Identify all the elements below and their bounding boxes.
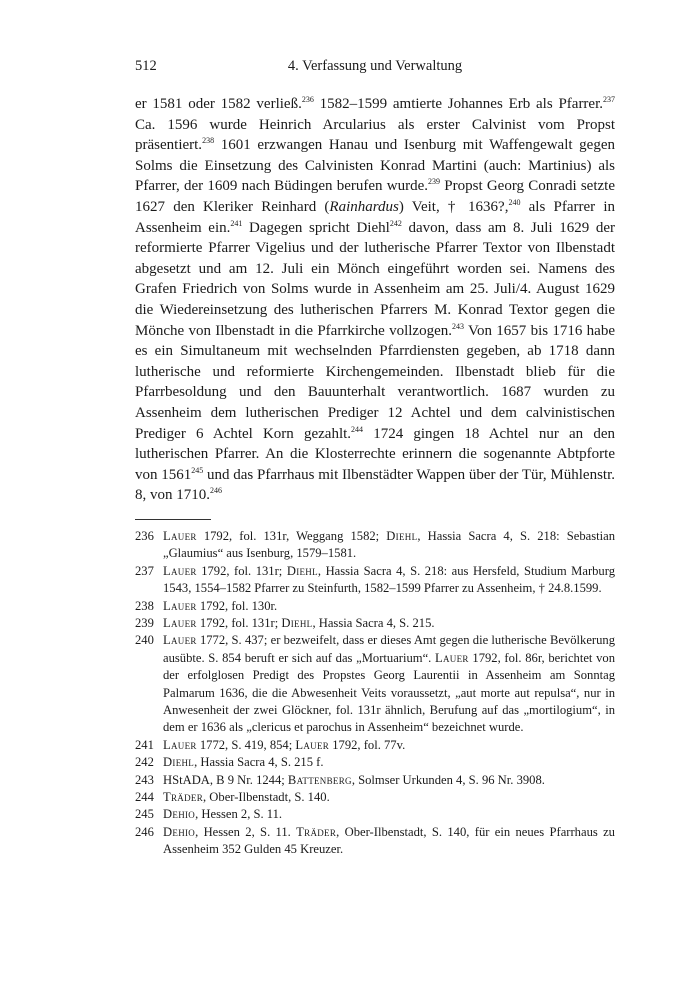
text-run: er 1581 oder 1582 verließ. xyxy=(135,96,302,112)
footnote-text xyxy=(163,632,615,736)
text-run: 1792, fol. 86r, berichtet von der erfolglosen Predigt des Propstes Georg Laurentii in Assenheim am Sonntag Palmarum 1636, die die Abwesenheit Veits voraussetzt, „aut morte aut repulsa“, nur in Anwesenheit der zwei Glöckner, fol. 131r ähnlich, Berufung auf das „mortilogium“, in dem er 1636 als „clericus et parochus in Assenheim“ bezeichnet wurde. xyxy=(163,650,615,735)
author-name: Diehl xyxy=(386,528,418,543)
footnote-ref: 246 xyxy=(210,486,222,496)
footnote xyxy=(135,824,615,859)
text-run: , Hassia Sacra 4, S. 215 f. xyxy=(194,755,324,770)
footnote-text xyxy=(163,806,615,823)
text-run: ) Veit, † 1636?, xyxy=(398,198,509,215)
author-name: Diehl xyxy=(286,563,318,578)
text-run: 1792, fol. 131r; xyxy=(196,615,282,630)
author-name: Diehl xyxy=(163,755,195,770)
text-run: , Hessen 2, S. 11. xyxy=(195,824,297,839)
footnote-number: 239 xyxy=(135,615,154,630)
footnote-number: 236 xyxy=(135,528,154,543)
text-run: 1792, fol. 131r; xyxy=(196,563,287,578)
text-run: , Ober-Ilbenstadt, S. 140, für ein neues Pfarrhaus zu Assenheim 352 Gulden 45 Kreuzer. xyxy=(163,824,615,857)
author-name: Lauer xyxy=(163,737,197,752)
footnote xyxy=(135,737,615,754)
footnote-text xyxy=(163,528,615,563)
text-run: Dagegen spricht Diehl xyxy=(242,219,390,236)
author-name: Dehio xyxy=(163,807,196,822)
footnote-number: 238 xyxy=(135,598,154,613)
italic-text: Rainhardus xyxy=(329,198,399,215)
footnote-ref: 238 xyxy=(202,136,215,146)
footnote-ref: 242 xyxy=(389,218,402,228)
text-run: und das Pfarrhaus mit Ilbenstädter Wappen über der Tür, Mühlenstr. 8, von 1710. xyxy=(135,466,616,504)
text-run: 1772, S. 419, 854; xyxy=(196,737,296,752)
footnote xyxy=(135,806,615,823)
footnote-number: 244 xyxy=(135,789,154,804)
footnote-ref: 236 xyxy=(301,95,314,104)
footnote-number: 246 xyxy=(135,824,154,839)
footnote-text xyxy=(163,824,615,859)
author-name: Lauer xyxy=(163,563,197,578)
footnote-rule xyxy=(135,519,211,520)
footnote xyxy=(135,528,615,563)
author-name: Lauer xyxy=(163,528,197,543)
author-name: Diehl xyxy=(281,615,313,630)
footnote-text xyxy=(163,789,615,806)
footnote-ref: 245 xyxy=(191,465,204,475)
text-run: 1601 erzwangen Hanau und Isenburg mit Waffengewalt gegen Solms die Einsetzung des Calvinisten Konrad Martini (auch: Martinius) als Pfarrer, der 1609 nach Büdingen berufen wurde. xyxy=(135,137,615,195)
page-number: 512 xyxy=(135,58,157,74)
author-name: Lauer xyxy=(163,633,197,648)
footnote-text xyxy=(163,754,615,771)
footnote-ref: 243 xyxy=(452,321,465,331)
footnote-text xyxy=(163,598,615,615)
text-run: , Hassia Sacra 4, S. 215. xyxy=(312,615,435,630)
author-name: Lauer xyxy=(295,737,330,752)
footnote-ref: 237 xyxy=(603,95,616,104)
footnote xyxy=(135,772,615,789)
body-text xyxy=(135,94,615,506)
footnote-ref: 241 xyxy=(230,218,243,228)
text-run: Ca. 1596 wurde Heinrich Arcularius als erster Calvinist vom Propst präsentiert. xyxy=(135,116,615,154)
footnote xyxy=(135,789,615,806)
footnote-number: 237 xyxy=(135,563,154,578)
text-run: 1724 gingen 18 Achtel nur an den lutherischen Pfarrer. An die Klosterrechte erinnern die sogenannte Abtpforte von 1561 xyxy=(135,425,615,483)
footnote-ref: 240 xyxy=(508,197,521,207)
author-name: Battenberg xyxy=(287,772,352,787)
footnote-ref: 244 xyxy=(351,424,364,434)
text-run: HStADA, B 9 Nr. 1244; xyxy=(163,772,288,787)
footnote xyxy=(135,754,615,771)
running-head: 4. Verfassung und Verwaltung xyxy=(287,58,463,74)
footnotes xyxy=(135,528,615,859)
body-paragraph xyxy=(135,94,615,506)
author-name: Dehio xyxy=(163,824,196,839)
footnote-text xyxy=(163,737,615,754)
footnote-number: 240 xyxy=(135,633,154,648)
footnote-text xyxy=(163,772,615,789)
footnote-number: 242 xyxy=(135,755,154,770)
author-name: Träder xyxy=(296,824,337,839)
text-run: Propst Georg Conradi setzte 1627 den Kleriker Reinhard ( xyxy=(135,178,615,215)
book-page xyxy=(135,58,615,859)
text-run: 1792, fol. 77v. xyxy=(329,737,406,752)
text-run: , Hessen 2, S. 11. xyxy=(195,807,283,822)
text-run: , Ober-Ilbenstadt, S. 140. xyxy=(203,789,330,804)
text-run: 1582–1599 amtierte Johannes Erb als Pfarrer. xyxy=(313,96,604,112)
text-run: als Pfarrer in Assenheim ein. xyxy=(135,198,616,236)
footnote-number: 245 xyxy=(135,807,154,822)
text-run: 1792, fol. 130r. xyxy=(196,598,278,613)
text-run: , Hassia Sacra 4, S. 218: aus Hersfeld, Studium Marburg 1543, 1554–1582 Pfarrer zu Steinfurth, 1582–1599 Pfarrer zu Assenheim, † 24.8.1599. xyxy=(163,563,615,596)
footnote xyxy=(135,615,615,632)
footnote-number: 241 xyxy=(135,737,154,752)
text-run: 1772, S. 437; er bezweifelt, dass er dieses Amt gegen die lutherische Bevölkerung ausübte. S. 854 beruft er sich auf das „Mortuarium“. xyxy=(163,633,615,665)
footnote-ref: 239 xyxy=(428,177,441,187)
text-run: , Solmser Urkunden 4, S. 96 Nr. 3908. xyxy=(351,772,545,787)
text-run: , Hassia Sacra 4, S. 218: Sebastian „Glaumius“ aus Isenburg, 1579–1581. xyxy=(163,528,615,561)
footnote xyxy=(135,632,615,736)
text-run: Von 1657 bis 1716 habe es ein Simultaneum mit wechselnden Pfarrdiensten gegeben, ab 1718 dann lutherische und reformierte Kirchengemeinden. Ilbenstadt blieb für die Pfarrbesoldung und den Bauunterhalt verantwortlich. 1687 wurden zu Assenheim dem lutherischen Prediger 12 Achtel und dem calvinistischen Prediger 6 Achtel Korn gezahlt. xyxy=(135,322,615,442)
author-name: Träder xyxy=(163,789,203,804)
author-name: Lauer xyxy=(435,650,469,665)
footnote-text xyxy=(163,563,615,598)
footnote xyxy=(135,598,615,615)
footnote-text xyxy=(163,615,615,632)
footnote-number: 243 xyxy=(135,772,154,787)
author-name: Lauer xyxy=(163,615,197,630)
footnote xyxy=(135,563,615,598)
page-header xyxy=(135,58,615,84)
text-run: davon, dass am 8. Juli 1629 der reformierte Pfarrer Vigelius und der lutherische Pfarrer Textor von Ilbenstadt abgesetzt und am 12. Juli ein Mönch eingeführt worden sei. Namens des Grafen Friedrich von Solms wurde in Assenheim am 25. Juli/4. August 1629 die Wiedereinsetzung des lutherischen Pfarrers M. Konrad Textor gegen die Mönche von Ilbenstadt in die Pfarrkirche vollzogen. xyxy=(135,219,616,339)
author-name: Lauer xyxy=(163,598,197,613)
text-run: 1792, fol. 131r, Weggang 1582; xyxy=(196,528,387,543)
